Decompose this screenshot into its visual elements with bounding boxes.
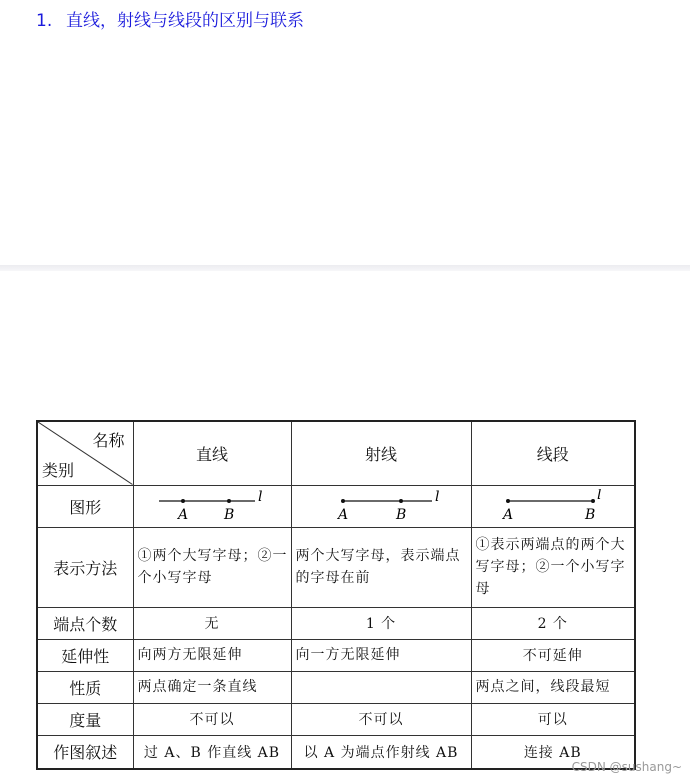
- property-segment: 两点之间，线段最短: [471, 671, 635, 703]
- row-label-extension: 延伸性: [37, 639, 133, 671]
- corner-label-category: 类别: [42, 460, 75, 480]
- table-row-property: [37, 671, 635, 703]
- table-row-endpoints: [37, 607, 635, 639]
- measure-segment: 可以: [471, 703, 635, 735]
- figure-label-l: l: [258, 489, 263, 505]
- figure-segment-cell: [471, 485, 635, 527]
- row-label-measure: 度量: [37, 703, 133, 735]
- row-label-notation: 表示方法: [37, 527, 133, 607]
- corner-label-name: 名称: [92, 431, 125, 450]
- figure-label-b: B: [224, 507, 235, 523]
- ray-figure: [306, 489, 456, 523]
- figure-label-l: l: [435, 489, 440, 505]
- extension-line: 向两方无限延伸: [133, 639, 291, 671]
- table-row-measure: [37, 703, 635, 735]
- extension-ray: 向一方无限延伸: [291, 639, 471, 671]
- measure-line: 不可以: [133, 703, 291, 735]
- figure-label-a: A: [502, 507, 513, 523]
- figure-label-b: B: [396, 507, 407, 523]
- endpoints-ray: 1 个: [291, 607, 471, 639]
- extension-segment: 不可延伸: [471, 639, 635, 671]
- table-header-row: [37, 421, 635, 485]
- column-header-ray: 射线: [291, 421, 471, 485]
- table-row-extension: [37, 639, 635, 671]
- measure-ray: 不可以: [291, 703, 471, 735]
- column-header-line: 直线: [133, 421, 291, 485]
- column-header-segment: 线段: [471, 421, 635, 485]
- section-heading: [36, 6, 304, 31]
- endpoints-line: 无: [133, 607, 291, 639]
- heading-text: 直线，射线与线段的区别与联系: [66, 11, 304, 31]
- figure-line-cell: [133, 485, 291, 527]
- segment-figure: [478, 489, 628, 523]
- figure-ray-cell: [291, 485, 471, 527]
- construction-segment: 连接 AB: [471, 735, 635, 769]
- table-row-notation: [37, 527, 635, 607]
- figure-label-a: A: [178, 507, 189, 523]
- notation-ray: 两个大写字母，表示端点的字母在前: [291, 527, 471, 607]
- notation-segment: ①表示两端点的两个大写字母；②一个小写字母: [471, 527, 635, 607]
- notation-line: ①两个大写字母；②一个小写字母: [133, 527, 291, 607]
- figure-label-l: l: [596, 489, 602, 503]
- figure-label-a: A: [338, 507, 349, 523]
- row-label-property: 性质: [37, 671, 133, 703]
- row-label-construction: 作图叙述: [37, 735, 133, 769]
- row-label-figure: 图形: [37, 485, 133, 527]
- heading-number: 1.: [36, 11, 53, 31]
- line-figure: [137, 489, 287, 523]
- construction-ray: 以 A 为端点作射线 AB: [291, 735, 471, 769]
- property-line: 两点确定一条直线: [133, 671, 291, 703]
- divider-band: [0, 265, 690, 271]
- figure-label-b: B: [584, 507, 596, 523]
- watermark: CSDN @sushang~: [571, 760, 682, 774]
- table-row-figure: [37, 485, 635, 527]
- property-ray: [291, 671, 471, 703]
- comparison-table: [36, 420, 636, 770]
- construction-line: 过 A、B 作直线 AB: [133, 735, 291, 769]
- table-row-construction: [37, 735, 635, 769]
- row-label-endpoints: 端点个数: [37, 607, 133, 639]
- endpoints-segment: 2 个: [471, 607, 635, 639]
- comparison-table-wrapper: [36, 420, 634, 770]
- corner-cell: [37, 421, 133, 485]
